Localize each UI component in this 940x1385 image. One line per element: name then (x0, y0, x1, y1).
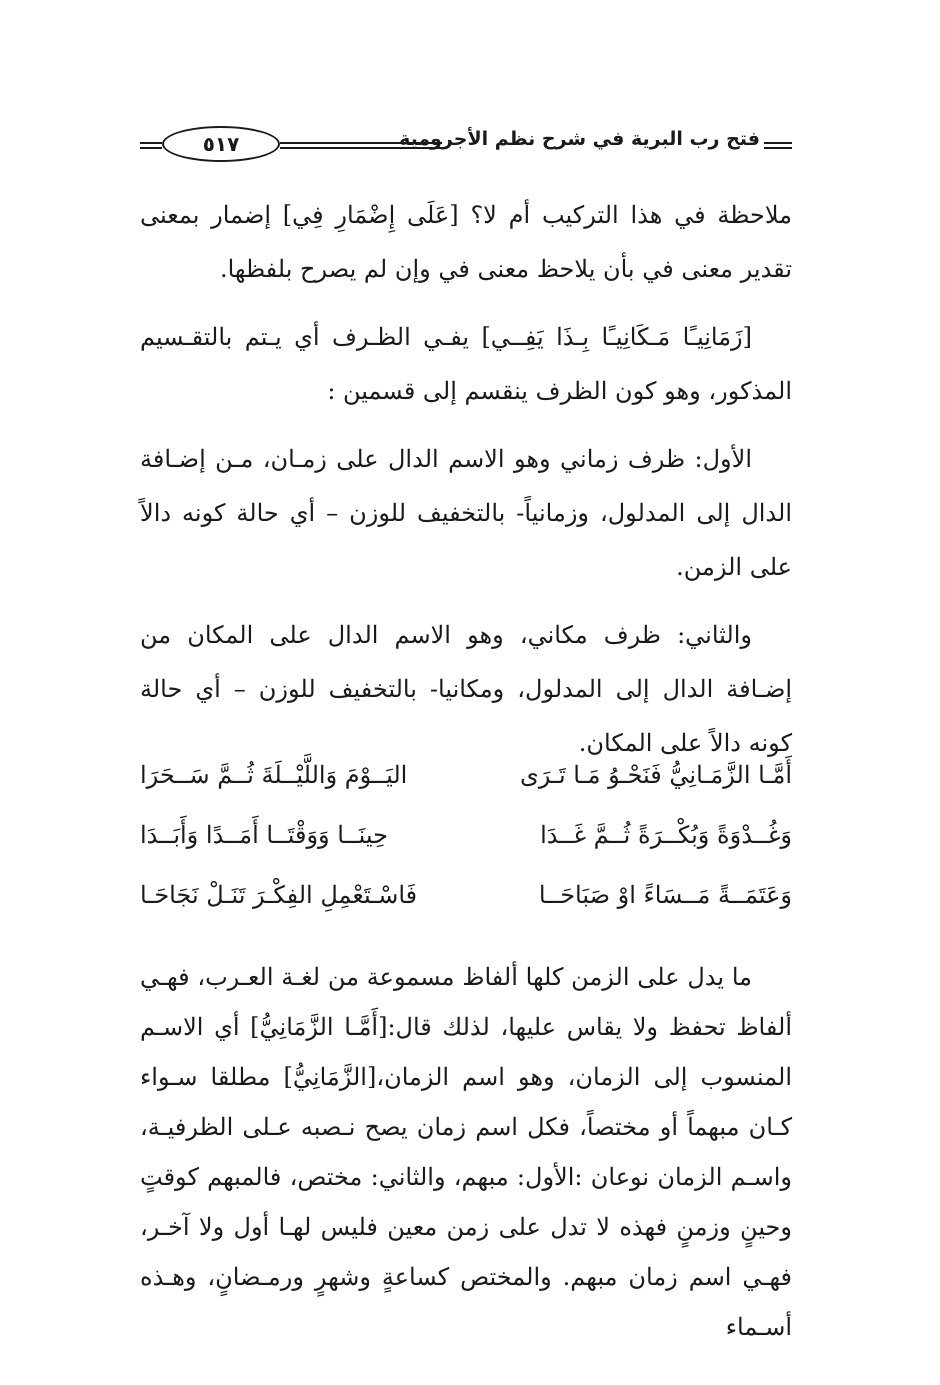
verse-line (140, 810, 792, 870)
verse-second-hemistich: فَاسْـتَعْمِلِ الفِكْـرَ تَنَـلْ نَجَاحَـا (140, 881, 418, 909)
header-rule-middle (280, 142, 442, 149)
closing-paragraph: ما يدل على الزمن كلها ألفاظ مسموعة من لغـة العـرب، فهـي ألفاظ تحفظ ولا يقاس عليها، لذلك قال:[أَمَّـا الزَّمَانِيُّ] أي الاسـم المنسوب إلى الزمان، وهو اسم الزمان،[الزَّمَانِيُّ] مطلقا سـواء كـان مبهماً أو مختصاً، فكل اسم زمان يصح نـصبه عـلى الظرفيـة، واسـم الزمان نوعان :الأول: مبهم، والثاني: مختص، فالمبهم كوقتٍ وحينٍ وزمنٍ فهذه لا تدل على زمن معين فليس لهـا أول ولا آخـر، فهـي اسم زمان مبهم. والمختص كساعةٍ وشهرٍ ورمـضانٍ، وهـذه أسـماء (140, 963, 792, 1341)
main-text (140, 188, 792, 784)
paragraph-1: ملاحظة في هذا التركيب أم لا؟ [عَلَى إِضْمَارِ فِي] إضمار بمعنى تقدير معنى في بأن يلاحظ معنى في وإن لم يصرح بلفظها. (140, 201, 792, 283)
verse-line (140, 870, 792, 930)
verse-first-hemistich: وَغُــدْوَةً وَبُكْــرَةً ثُــمَّ غَــدَا (540, 821, 792, 849)
verse-first-hemistich: أَمَّـا الزَّمَـانِيُّ فَنَحْـوُ مَـا تَـرَى (519, 761, 792, 789)
verse-line (140, 750, 792, 810)
verse-second-hemistich: اليَــوْمَ وَاللَّيْــلَةَ ثُــمَّ سَــحَرَا (140, 761, 408, 789)
paragraph-2: [زَمَانِيـًا مَـكَانِيـًا بِـذَا يَفِــي] يفـي الظـرف أي يـتم بالتقـسيم المذكور، وهو كون الظرف ينقسم إلى قسمين : (140, 323, 792, 405)
verse-second-hemistich: حِينَــا وَوَقْتَــا أَمَــدًا وَأَبَــدَا (140, 821, 388, 849)
paragraph-3: الأول: ظرف زماني وهو الاسم الدال على زمـان، مـن إضـافة الدال إلى المدلول، وزمانياً- بالتخفيف للوزن – أي حالة كونه دالاً على الزمن. (140, 445, 792, 581)
book-title: فتح رب البرية في شرح نظم الأجرومية (399, 128, 760, 150)
header-rule-left (140, 142, 162, 149)
paragraph-4: والثاني: ظرف مكاني، وهو الاسم الدال على المكان من إضـافة الدال إلى المدلول، ومكانيا- بالتخفيف للوزن – أي حالة كونه دالاً على المكان. (140, 621, 792, 757)
poem-verses (140, 750, 792, 930)
page-number: ٥١٧ (162, 126, 280, 162)
verse-first-hemistich: وَعَتَمَــةً مَــسَاءً اوْ صَبَاحَــا (538, 881, 792, 909)
running-header (140, 122, 792, 166)
header-rule-right (764, 142, 792, 149)
